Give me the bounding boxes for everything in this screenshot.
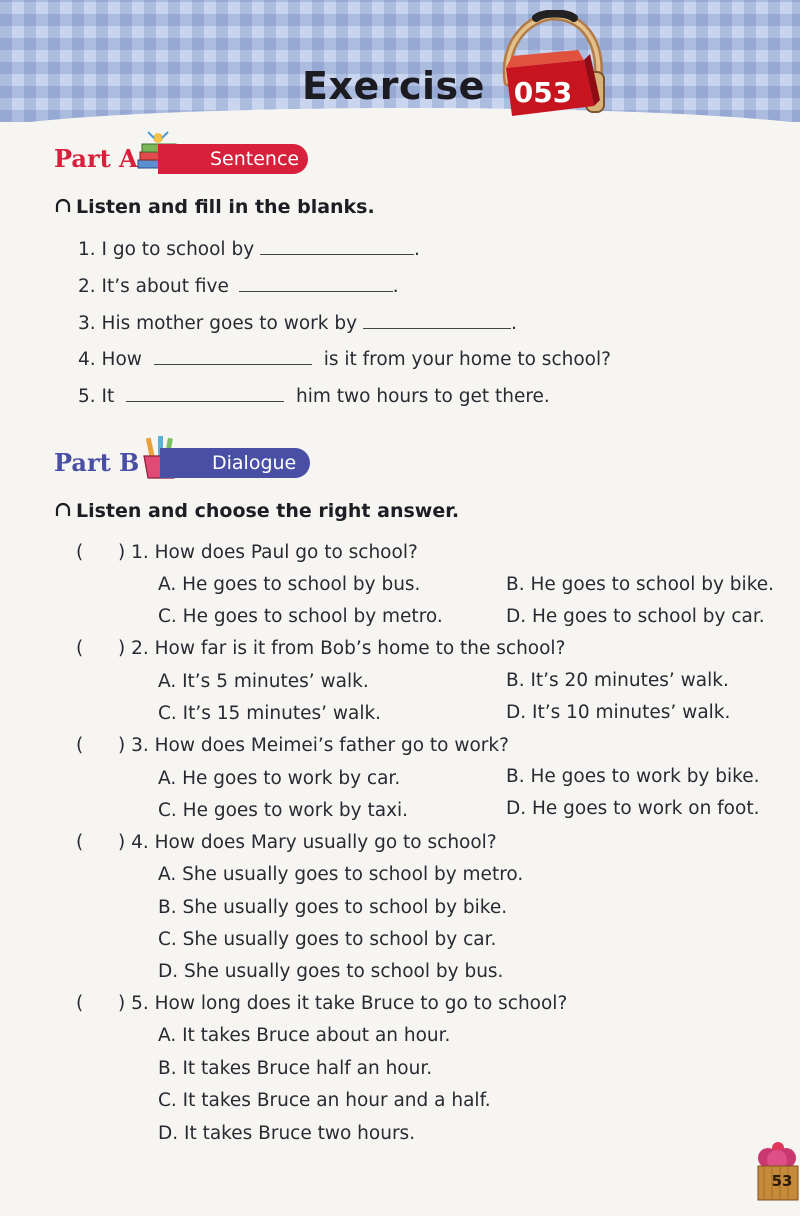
question-1 — [76, 542, 418, 563]
answer-blank[interactable] — [126, 385, 284, 402]
fill-item-text: . — [392, 276, 399, 297]
exercise-number: 053 — [513, 76, 573, 109]
fill-item-text: . — [414, 239, 420, 260]
option-b[interactable]: B. It takes Bruce half an hour. — [158, 1058, 433, 1079]
question-2 — [76, 638, 565, 659]
answer-bracket[interactable]: ( — [76, 993, 84, 1014]
answer-bracket[interactable]: ( — [76, 542, 84, 563]
answer-blank[interactable] — [154, 348, 312, 365]
fill-item-text: . — [510, 313, 517, 334]
part-b-instruction-text: Listen and choose the right answer. — [76, 500, 460, 522]
option-d[interactable]: D. He goes to work on foot. — [506, 798, 760, 819]
option-b[interactable]: B. He goes to work by bike. — [506, 766, 760, 787]
part-b-instruction — [54, 500, 459, 522]
part-a-instruction — [54, 196, 375, 218]
option-c[interactable]: C. It’s 15 minutes’ walk. — [158, 703, 382, 724]
fill-item-text: 1. I go to school by — [78, 239, 255, 260]
headphone-icon — [54, 197, 72, 215]
option-a[interactable]: A. He goes to work by car. — [158, 768, 401, 789]
question-3 — [76, 735, 509, 756]
part-b-pill: Dialogue — [160, 448, 310, 478]
cupcake-icon — [756, 1138, 800, 1202]
fill-item-5 — [78, 385, 550, 407]
fill-item-4 — [78, 348, 611, 370]
option-c[interactable]: C. He goes to school by metro. — [158, 606, 443, 627]
question-5 — [76, 993, 567, 1014]
option-d[interactable]: D. He goes to school by car. — [506, 606, 765, 627]
option-c[interactable]: C. She usually goes to school by car. — [158, 929, 497, 950]
answer-bracket-close: ) — [118, 542, 126, 563]
question-text: 4. How does Mary usually go to school? — [131, 832, 497, 853]
answer-bracket[interactable]: ( — [76, 832, 84, 853]
fill-item-2 — [78, 275, 399, 297]
fill-item-1 — [78, 238, 420, 260]
fill-item-text: 5. It — [78, 386, 115, 407]
answer-blank[interactable] — [363, 312, 511, 329]
part-a-instruction-text: Listen and fill in the blanks. — [76, 196, 375, 218]
fill-item-text: is it from your home to school? — [323, 349, 611, 370]
fill-item-text: 2. It’s about five — [78, 276, 229, 297]
answer-bracket-close: ) — [118, 832, 126, 853]
option-d[interactable]: D. She usually goes to school by bus. — [158, 961, 504, 982]
answer-bracket[interactable]: ( — [76, 735, 84, 756]
option-a[interactable]: A. It takes Bruce about an hour. — [158, 1025, 451, 1046]
option-b[interactable]: B. It’s 20 minutes’ walk. — [506, 670, 729, 691]
answer-blank[interactable] — [239, 275, 393, 292]
option-c[interactable]: C. It takes Bruce an hour and a half. — [158, 1090, 491, 1111]
fill-item-text: him two hours to get there. — [296, 386, 550, 407]
option-b[interactable]: B. He goes to school by bike. — [506, 574, 775, 595]
part-a-pill: Sentence — [158, 144, 308, 174]
part-a-heading — [54, 140, 314, 180]
option-c[interactable]: C. He goes to work by taxi. — [158, 800, 409, 821]
question-4 — [76, 832, 497, 853]
answer-blank[interactable] — [260, 238, 414, 255]
answer-bracket-close: ) — [118, 993, 126, 1014]
page-number: 53 — [771, 1172, 793, 1190]
fill-item-text: 3. His mother goes to work by — [78, 313, 358, 334]
fill-item-text: 4. How — [78, 349, 142, 370]
headphone-icon — [54, 501, 72, 519]
question-text: 1. How does Paul go to school? — [131, 542, 418, 563]
option-b[interactable]: B. She usually goes to school by bike. — [158, 897, 508, 918]
page-number-badge — [756, 1138, 800, 1202]
fill-item-3 — [78, 312, 517, 334]
option-a[interactable]: A. It’s 5 minutes’ walk. — [158, 671, 369, 692]
answer-bracket[interactable]: ( — [76, 638, 84, 659]
question-text: 3. How does Meimei’s father go to work? — [131, 735, 509, 756]
option-d[interactable]: D. It takes Bruce two hours. — [158, 1123, 416, 1144]
answer-bracket-close: ) — [118, 735, 126, 756]
answer-bracket-close: ) — [118, 638, 126, 659]
option-a[interactable]: A. She usually goes to school by metro. — [158, 864, 524, 885]
part-a-label: Part A — [54, 144, 138, 173]
question-text: 5. How long does it take Bruce to go to school? — [131, 993, 568, 1014]
question-text: 2. How far is it from Bob’s home to the school? — [131, 638, 566, 659]
option-d[interactable]: D. It’s 10 minutes’ walk. — [506, 702, 731, 723]
page-title: Exercise — [302, 64, 485, 108]
part-b-label: Part B — [54, 448, 140, 477]
option-a[interactable]: A. He goes to school by bus. — [158, 574, 421, 595]
part-b-heading — [54, 444, 314, 484]
